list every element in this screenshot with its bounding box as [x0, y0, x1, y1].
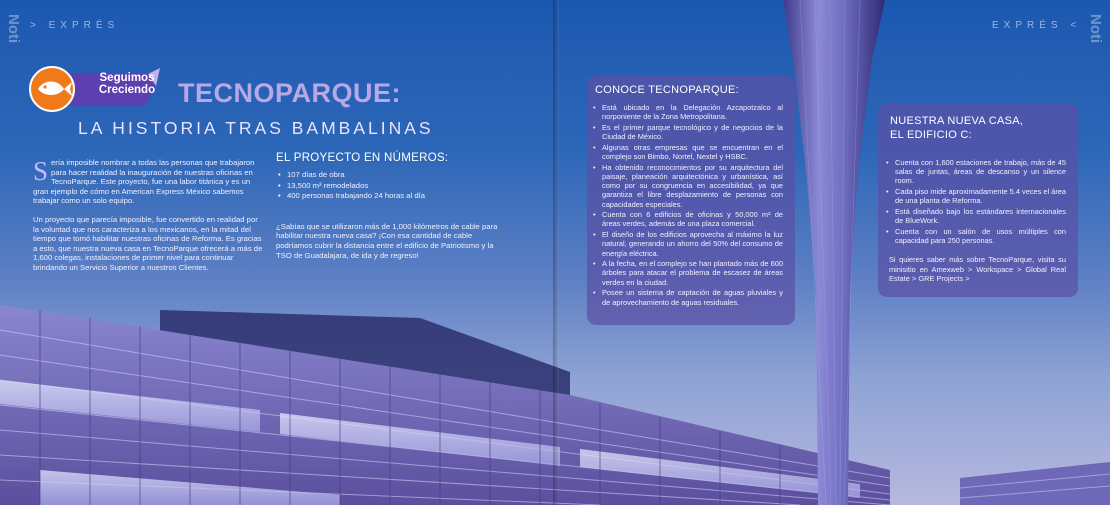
conoce-heading: CONOCE TECNOPARQUE:	[595, 84, 740, 96]
article-subtitle: LA HISTORIA TRAS BAMBALINAS	[78, 118, 434, 138]
list-item: • Cuenta con 6 edificios de oficinas y 50,000 m² de áreas verdes, además de una plaza comercial.	[591, 210, 783, 228]
conoce-tecnoparque-box	[587, 76, 795, 325]
list-item: • 13,500 m² remodelados	[287, 181, 508, 192]
edificio-list	[878, 142, 1078, 245]
article-title: TECNOPARQUE:	[178, 78, 402, 108]
spine-gutter	[553, 0, 559, 505]
project-note: ¿Sabías que se utilizaron más de 1,000 kilómetros de cable para habilitar nuestra nueva casa? ¡Con esa cantidad de cable podríamos cubrir la distancia entre el edificio de Patriotismo y la TSO de Guadalajara, de ida y de regreso!	[276, 221, 498, 260]
conoce-list	[587, 101, 795, 307]
section-tag-right	[1087, 14, 1104, 20]
list-item: • Es el primer parque tecnológico y de negocios de la Ciudad de México.	[591, 123, 783, 141]
edificio-c-box	[878, 104, 1078, 297]
section-name-right: EXPRÉS <	[992, 20, 1082, 31]
list-item: • Está diseñado bajo los estándares internacionales de BlueWork.	[884, 207, 1066, 225]
list-item: • Posee un sistema de captación de aguas pluviales y de aprovechamiento de aguas residuales.	[591, 288, 783, 306]
badge-text	[82, 72, 172, 96]
intro-p1-text: ería imposible nombrar a todas las personas que trabajaron para hacer realidad la inauguración de nuestras oficinas en TecnoParque. Este proyecto, fue una labor titánica y es un gran ejemplo de cómo en American Express México sabemos trabajar como un solo equipo.	[33, 158, 255, 206]
intro-paragraph-2: Un proyecto que parecía imposible, fue convertido en realidad por la voluntad que nos caracteriza a los mexicanos, en la mitad del tiempo que tomó habilitar nuestras oficinas de Reforma. Es gracias a esto, que nuestra nueva casa en TecnoParque ofrecerá a más de 1,600 colegas, instalaciones de primer nivel para continuar brindando un Servicio Superior a nuestros Clientes.	[33, 214, 263, 272]
intro-paragraph-1	[33, 158, 265, 206]
section-name-left-text: EXPRÉS	[48, 20, 120, 31]
section-name-left: > EXPRÉS	[30, 20, 120, 31]
list-item: • Ha obtenido reconocimientos por su arquitectura del paisaje, planeación arquitectónica y urbanística, así como por su congruencia en accesibilidad, ya que garantiza el libre desplazamiento de personas con capacidades especiales.	[591, 163, 783, 209]
section-name-right-text: EXPRÉS	[992, 20, 1063, 31]
list-item: • 107 días de obra	[287, 170, 508, 181]
list-item: • 400 personas trabajando 24 horas al día	[287, 191, 508, 202]
badge-line1: Seguimos	[99, 72, 155, 84]
seguimos-creciendo-badge	[28, 66, 166, 112]
section-tag-left: Noti	[5, 14, 22, 44]
amexweb-link-text: Si quieres saber más sobre TecnoParque, visita su minisitio en Amexweb > Workspace > Global Real Estate > GRE Projects >	[889, 255, 1066, 283]
list-item: • Cuenta con 1,600 estaciones de trabajo, más de 45 salas de juntas, áreas de descanso y un silence room.	[884, 158, 1066, 186]
drop-cap: S	[33, 156, 49, 186]
edificio-heading-line1: NUESTRA NUEVA CASA,	[890, 115, 1024, 127]
project-list	[276, 170, 508, 202]
list-item: • A la fecha, en el complejo se han plantado más de 600 árboles para atacar el problema de escasez de áreas verdes en la ciudad.	[591, 259, 783, 287]
intro-column	[33, 158, 265, 282]
badge-line2: Creciendo	[98, 84, 156, 96]
project-heading: EL PROYECTO EN NÚMEROS:	[276, 152, 449, 164]
project-numbers	[276, 152, 508, 260]
edificio-heading-line2: EL EDIFICIO C:	[890, 129, 973, 141]
edificio-heading	[878, 104, 1078, 142]
list-item: • Cuenta con un salón de usos múltiples con capacidad para 250 personas.	[884, 227, 1066, 245]
list-item: • Algunas otras empresas que se encuentran en el complejo son Bimbo, Nortel, Nextel y HSBC.	[591, 143, 783, 161]
list-item: • El diseño de los edificios aprovecha al máximo la luz natural, generando un ahorro del 50% del consumo de energía eléctrica.	[591, 230, 783, 258]
list-item: • Cada piso mide aproximadamente 5.4 veces el área de una planta de Reforma.	[884, 187, 1066, 205]
list-item: • Está ubicado en la Delegación Azcapotzalco al norponiente de la Zona Metropolitana.	[591, 103, 783, 121]
